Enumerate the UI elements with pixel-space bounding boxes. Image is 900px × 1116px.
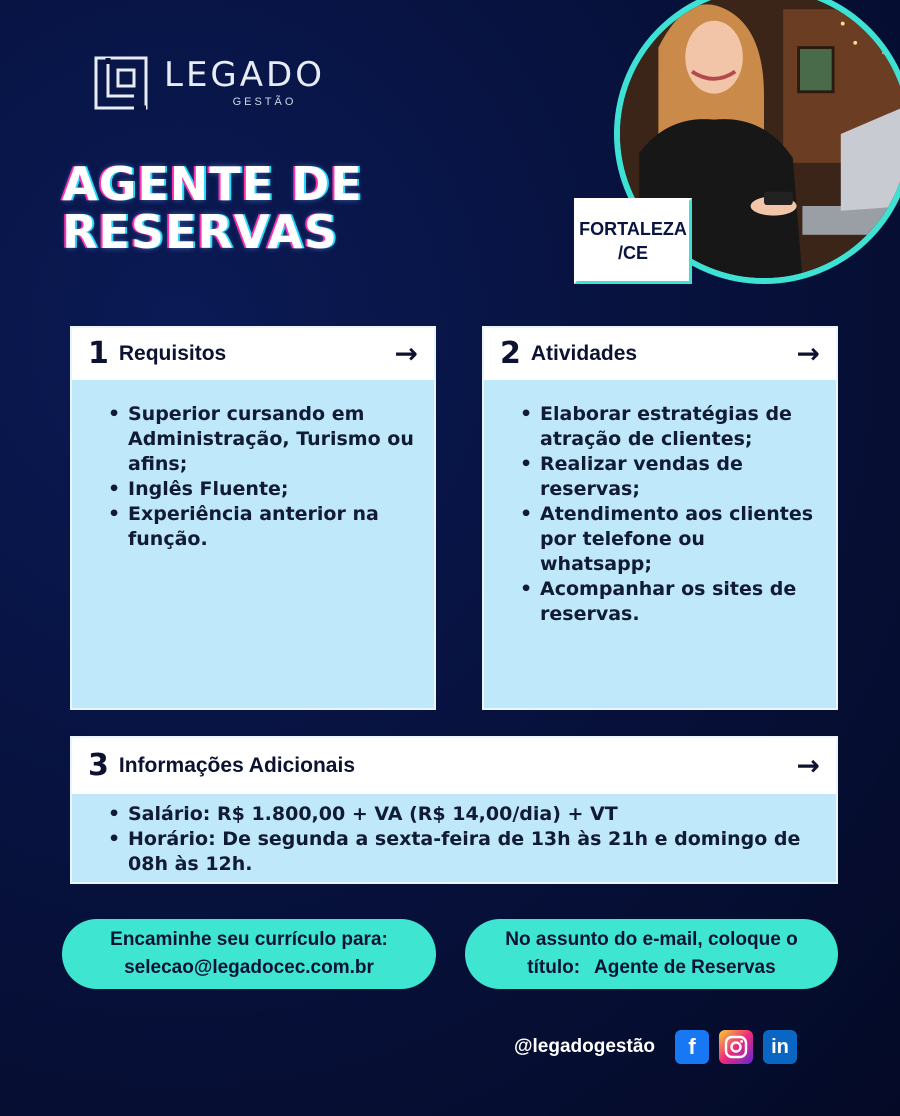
list-item: • Horário: De segunda a sexta-feira de 13h às 21h e domingo de 08h às 12h. [108, 827, 816, 877]
list-item: • Acompanhar os sites de reservas. [520, 577, 816, 627]
send-resume-label: Encaminhe seu currículo para: [110, 929, 388, 950]
requirements-list [72, 380, 434, 552]
location-badge [574, 198, 692, 284]
email-subject-pill [465, 919, 838, 989]
card-title: Informações Adicionais [118, 754, 355, 777]
email-subject-instruction: No assunto do e-mail, coloque o [505, 929, 798, 950]
arrow-right-icon: → [796, 337, 820, 370]
card-number: 1 [88, 336, 109, 371]
legado-logo-icon [94, 56, 148, 110]
instagram-icon[interactable] [719, 1030, 753, 1064]
email-subject-label: título: [527, 957, 581, 978]
list-item: • Salário: R$ 1.800,00 + VA (R$ 14,00/dia) + VT [108, 802, 816, 827]
brand-logo [94, 56, 325, 110]
location-city: FORTALEZA [579, 219, 687, 239]
social-bar [514, 1030, 807, 1064]
card-title: Atividades [530, 342, 638, 365]
list-item: • Elaborar estratégias de atração de clientes; [520, 402, 816, 452]
activities-list [484, 380, 836, 627]
email-subject-value: Agente de Reservas [594, 957, 776, 978]
card-number: 2 [500, 336, 521, 371]
list-item: • Realizar vendas de reservas; [520, 452, 816, 502]
activities-card-header[interactable] [484, 328, 836, 380]
job-title-line-1: AGENTE DE [62, 157, 363, 211]
arrow-right-icon: → [796, 749, 820, 782]
requirements-card-header[interactable] [72, 328, 434, 380]
additional-info-list [72, 794, 836, 877]
facebook-icon[interactable]: f [675, 1030, 709, 1064]
additional-info-card [70, 736, 838, 884]
list-item: • Inglês Fluente; [108, 477, 414, 502]
list-item: • Superior cursando em Administração, Turismo ou afins; [108, 402, 414, 477]
send-resume-pill[interactable] [62, 919, 436, 989]
linkedin-icon[interactable]: in [763, 1030, 797, 1064]
card-title: Requisitos [118, 342, 227, 365]
requirements-card [70, 326, 436, 710]
brand-subtitle: GESTÃO [232, 96, 297, 108]
job-title-line-2: RESERVAS [62, 205, 339, 259]
location-state: /CE [617, 243, 648, 263]
additional-info-card-header[interactable] [72, 738, 836, 794]
activities-card [482, 326, 838, 710]
email-address[interactable]: selecao@legadocec.com.br [124, 957, 374, 978]
arrow-right-icon: → [394, 337, 418, 370]
brand-name: LEGADO [164, 55, 325, 95]
job-title [62, 157, 363, 259]
social-handle[interactable]: @legadogestão [514, 1036, 655, 1057]
list-item: • Experiência anterior na função. [108, 502, 414, 552]
list-item: • Atendimento aos clientes por telefone ou whatsapp; [520, 502, 816, 577]
card-number: 3 [88, 748, 109, 783]
instagram-glyph-icon [724, 1035, 748, 1059]
